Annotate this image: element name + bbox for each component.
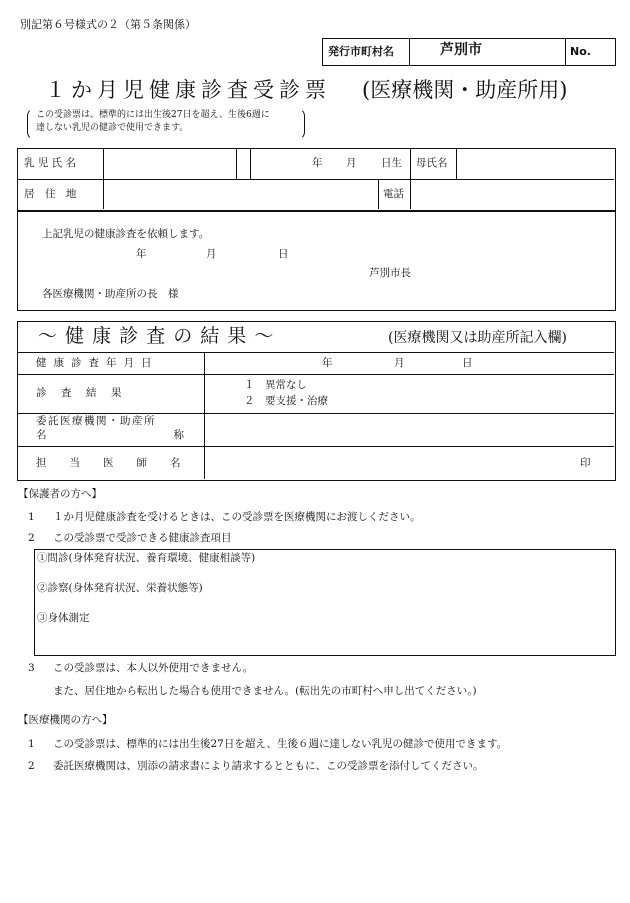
exam-item-examination: ②診察(身体発育状況、栄養状態等) — [37, 582, 203, 594]
institution-item-2-num: 2 — [28, 760, 35, 772]
phone-label: 電話 — [383, 188, 404, 200]
guardian-item-3-num: 3 — [28, 662, 35, 674]
form-number: 別記第６号様式の２（第５条関係） — [20, 18, 196, 31]
page-title: １か月児健康診査受診票 — [45, 78, 331, 102]
exam-item-measurement: ③身体測定 — [37, 612, 90, 624]
birth-year-label: 年 — [312, 157, 323, 169]
page-subtitle: (医療機関・助産所用) — [362, 78, 568, 102]
exam-date-label: 健康診査年月日 — [36, 357, 159, 369]
doctor-label: 担当医師名 — [36, 457, 204, 469]
issuer-label: 発行市町村名 — [328, 45, 394, 58]
no-label: No. — [570, 45, 591, 58]
exam-year: 年 — [322, 357, 333, 369]
issuer-value: 芦別市 — [440, 42, 482, 58]
exam-items-box — [34, 549, 616, 656]
request-month: 月 — [206, 248, 217, 260]
institution-item-2: 委託医療機関は、別添の請求書により請求するとともに、この受診票を添付してください。 — [53, 760, 484, 772]
mother-name-label: 母氏名 — [416, 157, 448, 169]
institution-label: 委託医療機関・助産所 — [36, 415, 156, 427]
birth-month-label: 月 — [346, 157, 357, 169]
exam-month: 月 — [394, 357, 405, 369]
institution-item-1-num: 1 — [28, 738, 35, 750]
mayor-label: 芦別市長 — [369, 267, 411, 279]
guardian-item-1: １か月児健康診査を受けるときは、この受診票を医療機関にお渡しください。 — [53, 511, 421, 523]
institution-label-title: 称 — [173, 429, 184, 441]
exam-result-label: 診 査 結 果 — [36, 387, 124, 399]
guardian-item-2-num: 2 — [28, 532, 35, 544]
seal-mark: 印 — [580, 457, 591, 469]
addressee-label: 各医療機関・助産所の長 様 — [42, 288, 179, 300]
request-text: 上記乳児の健康診査を依頼します。 — [42, 228, 210, 240]
institution-item-1: この受診票は、標準的には出生後27日を超え、生後６週に達しない乳児の健診で使用できます。 — [53, 738, 508, 750]
results-heading-note: (医療機関又は助産所記入欄) — [388, 330, 567, 346]
results-heading: ～ 健 康 診 査 の 結 果 ～ — [38, 325, 275, 347]
guardian-item-3: この受診票は、本人以外使用できません。 — [53, 662, 254, 674]
result-option-normal: １ 異常なし — [244, 379, 307, 391]
institution-heading: 【医療機関の方へ】 — [18, 714, 113, 726]
request-day: 日 — [278, 248, 289, 260]
institution-label-name: 名 — [36, 429, 47, 441]
request-year: 年 — [136, 248, 147, 260]
result-option-support: ２ 要支援・治療 — [244, 395, 328, 407]
address-label: 居 住 地 — [24, 188, 77, 200]
birth-day-label: 日生 — [381, 157, 402, 169]
note-line-1: この受診票は、標準的には出生後27日を超え、生後6週に — [36, 110, 270, 120]
infant-name-label: 乳 児 氏 名 — [24, 157, 77, 169]
guardian-item-2: この受診票で受診できる健康診査項目 — [53, 532, 232, 544]
exam-item-interview: ①問診(身体発育状況、養育環境、健康相談等) — [37, 552, 256, 564]
guardian-heading: 【保護者の方へ】 — [18, 488, 102, 500]
guardian-item-3-continued: また、居住地から転出した場合も使用できません。(転出先の市町村へ申し出てください。) — [53, 685, 477, 697]
exam-day: 日 — [462, 357, 473, 369]
guardian-item-1-num: 1 — [28, 511, 35, 523]
note-line-2: 達しない乳児の健診で使用できます。 — [36, 123, 189, 133]
